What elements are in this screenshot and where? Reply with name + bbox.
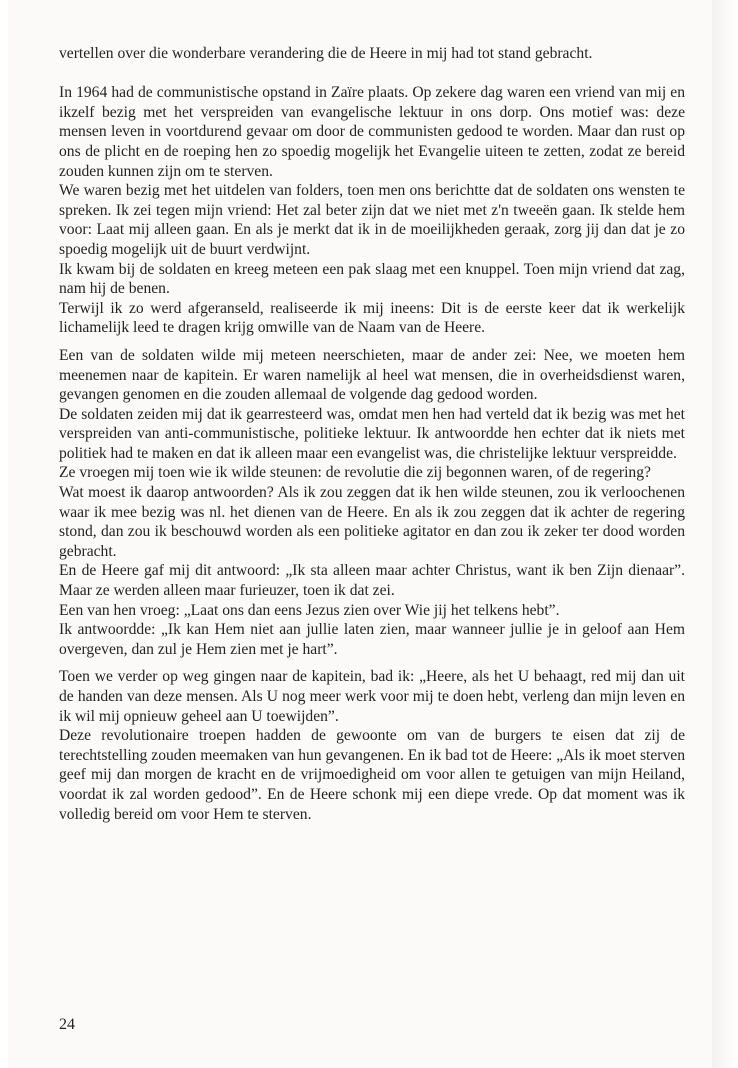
paragraph: Ze vroegen mij toen wie ik wilde steunen: de revolutie die zij begonnen waren, of de regering? (59, 464, 651, 482)
paragraph: Een van hen vroeg: „Laat ons dan eens Jezus zien over Wie jij het telkens hebt”. (59, 601, 560, 619)
paragraph: Terwijl ik zo werd afgeranseld, realiseerde ik mij ineens: Dit is de eerste keer dat ik werkelijk lichamelijk leed te dragen krijg omwille van de Naam van de Heere. (59, 299, 685, 337)
paragraph: We waren bezig met het uitdelen van folders, toen men ons berichtte dat de soldaten ons wensten te spreken. Ik zei tegen mijn vriend: Het zal beter zijn dat we niet met z'n tweeën gaan. Ik stelde hem voor: Laat mij alleen gaan. En als je merkt dat ik in de moeilijkheden geraak, zorg jij dan dat je zo spoedig mogelijk uit de buurt verdwijnt. (59, 182, 685, 258)
paragraph: Toen we verder op weg gingen naar de kapitein, bad ik: „Heere, als het U behaagt, red mij dan uit de handen van deze mensen. Als U nog meer werk voor mij te doen hebt, verleng dan mijn leven en ik wil mij opnieuw geheel aan U toewijden”. (59, 668, 685, 725)
paragraph: Ik kwam bij de soldaten en kreeg meteen een pak slaag met een knuppel. Toen mijn vriend dat zag, nam hij de benen. (59, 260, 685, 298)
page-edge-shadow (712, 0, 738, 1068)
paragraph: Deze revolutionaire troepen hadden de gewoonte om van de burgers te eisen dat zij de terechtstelling zouden meemaken van hun gevangenen. En ik bad tot de Heere: „Als ik moet sterven geef mij dan morgen de kracht en de vrijmoedigheid om voor allen te getuigen van mijn Heiland, voordat ik zal worden gedood”. En de Heere schonk mij een diepe vrede. Op dat moment was ik volledig bereid om voor Hem te sterven. (59, 727, 685, 823)
paragraph: Wat moest ik daarop antwoorden? Als ik zou zeggen dat ik hen wilde steunen, zou ik verloochenen waar ik mee bezig was nl. het dienen van de Heere. En als ik zou zeggen dat ik achter de regering stond, dan zou ik beschouwd worden als een politieke agitator en dan zou ik zeker ter dood worden gebracht. (59, 484, 685, 560)
paragraph: Een van de soldaten wilde mij meteen neerschieten, maar de ander zei: Nee, we moeten hem meenemen naar de kapitein. Er waren namelijk al heel wat mensen, die in overheidsdienst waren, gevangen genomen en die zouden allemaal de volgende dag gedood worden. (59, 346, 685, 404)
paragraph: Ik antwoordde: „Ik kan Hem niet aan jullie laten zien, maar wanneer jullie je in geloof aan Hem overgeven, dan zul je Hem zien met je hart”. (59, 621, 685, 658)
paragraph: vertellen over die wonderbare verandering die de Heere in mij had tot stand gebracht. (59, 45, 593, 62)
body-text (59, 44, 685, 824)
book-page (8, 0, 712, 1068)
paragraph: In 1964 had de communistische opstand in Zaïre plaats. Op zekere dag waren een vriend van mij en ikzelf bezig met het verspreiden van evangelische lektuur in ons dorp. Ons motief was: deze mensen leven in voortdurend gevaar om door de communisten gedood te worden. Maar dan rust op ons de plicht en de roeping hen zo spoedig mogelijk het Evangelie uiteen te zetten, zodat ze bereid zouden kunnen zijn om te sterven. (59, 84, 685, 180)
page-number: 24 (59, 1016, 75, 1033)
paragraph: De soldaten zeiden mij dat ik gearresteerd was, omdat men hen had verteld dat ik bezig was met het verspreiden van anti-communistische, politieke lektuur. Ik antwoordde hen echter dat ik niets met politiek had te maken en dat ik alleen maar een evangelist was, die christelijke lektuur verspreidde. (59, 405, 685, 462)
paragraph: En de Heere gaf mij dit antwoord: „Ik sta alleen maar achter Christus, want ik ben Zijn dienaar”. Maar ze werden alleen maar furieuzer, toen ik dat zei. (59, 562, 685, 600)
